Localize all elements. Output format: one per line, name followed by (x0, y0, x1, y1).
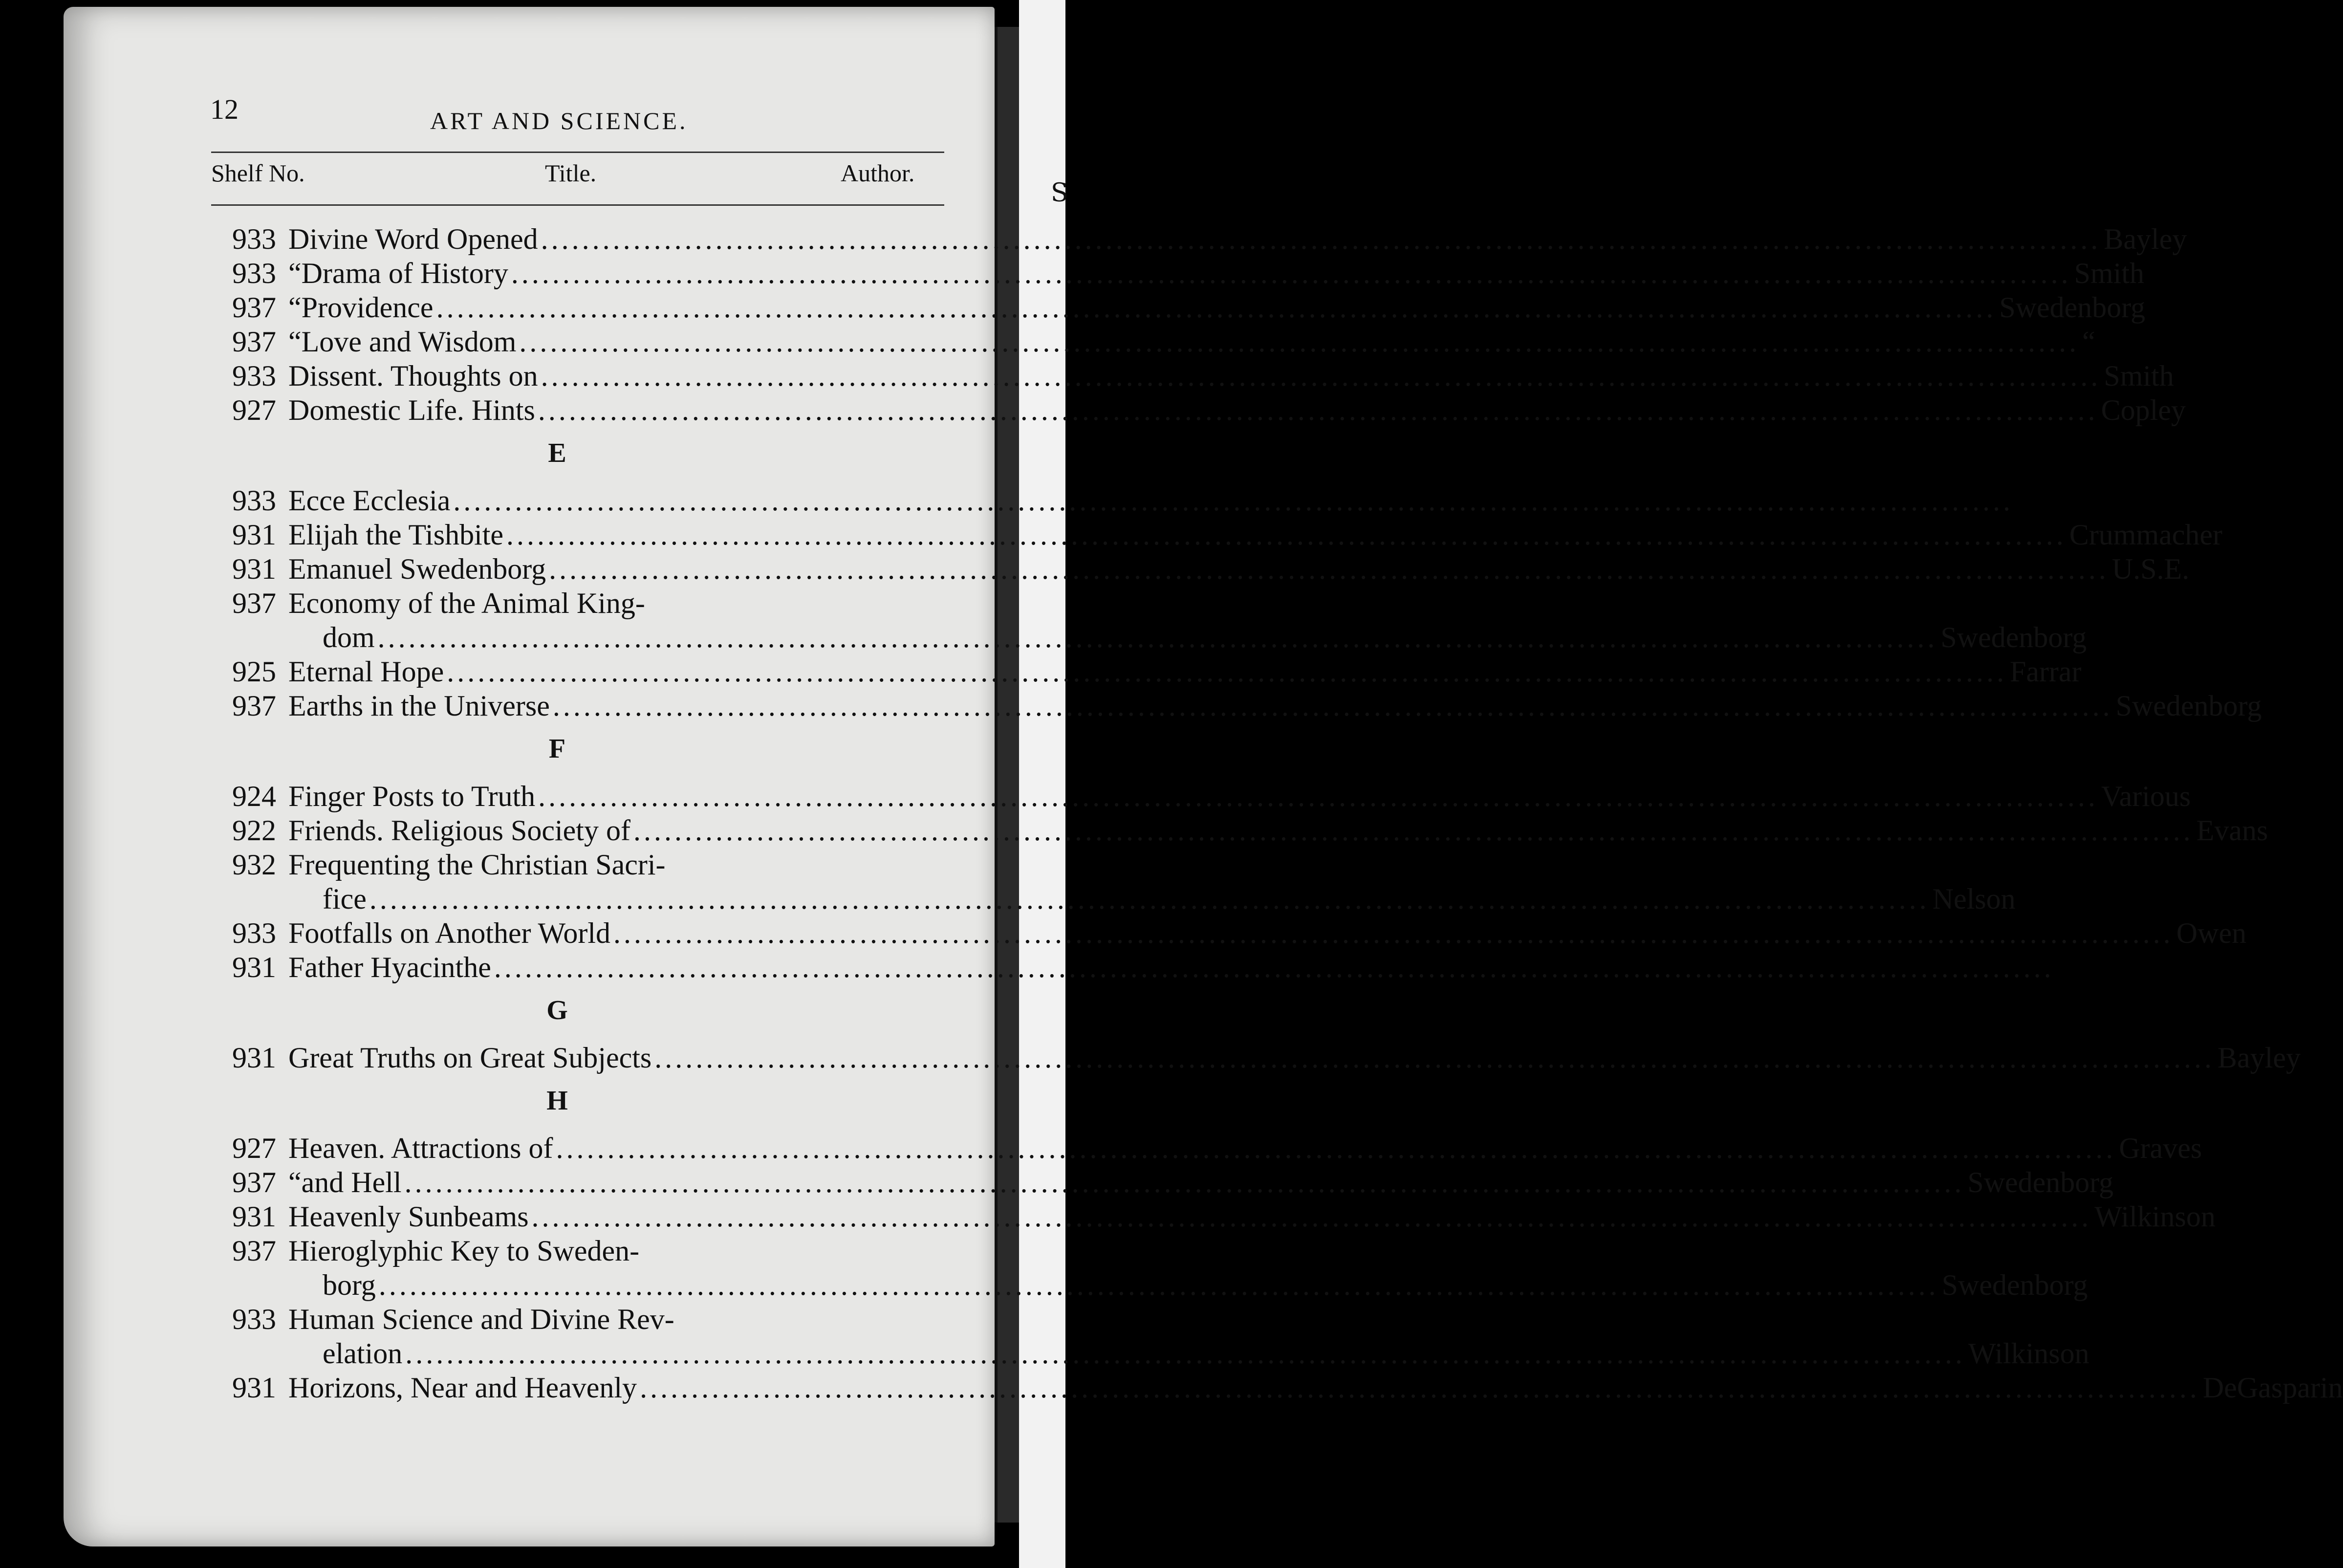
entry-author: Nelson (1932, 883, 2016, 915)
catalog-entry (195, 1234, 938, 1267)
entry-title: Heavenly Sunbeams (288, 1200, 529, 1233)
catalog-entry (195, 848, 938, 881)
entry-line (288, 552, 2190, 586)
dot-leader (453, 484, 2013, 517)
ditto-mark: “ (288, 1166, 302, 1198)
entry-title: Economy of the Animal King- (288, 587, 645, 619)
catalog-entry (195, 1303, 938, 1336)
catalog-entry (195, 1132, 2202, 1165)
catalog-entry-continuation (195, 621, 2087, 654)
dot-leader (538, 393, 2098, 427)
entry-line (288, 1041, 2301, 1074)
catalog-entry-continuation (195, 882, 2016, 915)
entry-author: Evans (2196, 814, 2268, 847)
section-letter: E (548, 438, 566, 468)
catalog-entry-continuation (195, 1337, 2089, 1370)
entry-title: Providence (301, 291, 434, 324)
shelf-number: 937 (232, 1235, 276, 1267)
shelf-number: 937 (232, 1166, 276, 1198)
entry-title: Hieroglyphic Key to Sweden- (288, 1235, 640, 1267)
dot-leader (405, 1337, 1965, 1370)
dot-leader (640, 1371, 2200, 1404)
entry-title: Eternal Hope (288, 655, 444, 688)
entry-line (288, 1303, 938, 1336)
catalog-entry (195, 359, 2174, 392)
entry-title: Divine Word Opened (288, 223, 538, 255)
dot-leader (494, 951, 2054, 984)
entry-line (288, 814, 2268, 847)
catalog-entry (195, 1371, 2343, 1404)
entry-line (288, 916, 2247, 950)
shelf-number: 931 (232, 1372, 276, 1404)
dot-leader (379, 1268, 1939, 1302)
entry-author: U.S.E. (2112, 553, 2190, 585)
facing-page-fragment: S (1051, 178, 1068, 208)
dot-leader (613, 916, 2173, 950)
shelf-number: 931 (232, 1200, 276, 1233)
shelf-number: 933 (232, 917, 276, 949)
catalog-entry (195, 587, 938, 620)
entry-author: Various (2101, 780, 2191, 812)
catalog-entry (195, 780, 2191, 813)
entry-line (288, 951, 938, 984)
entry-author: Bayley (2104, 223, 2187, 255)
entry-author: Smith (2074, 257, 2145, 289)
dot-leader (541, 222, 2101, 256)
entry-line (288, 393, 2186, 427)
entry-line (323, 1337, 2089, 1370)
entry-author: Copley (2101, 394, 2186, 426)
entry-title: Great Truths on Great Subjects (288, 1042, 652, 1074)
dot-leader (405, 1166, 1965, 1199)
entry-author: “ (2082, 326, 2096, 358)
column-header-author: Author. (841, 159, 915, 187)
shelf-number: 933 (232, 1303, 276, 1335)
dot-leader (532, 1200, 2092, 1233)
entry-author: Crummacher (2069, 519, 2223, 551)
entry-author: Swedenborg (2115, 690, 2262, 722)
entry-author: Smith (2104, 360, 2174, 392)
header-rule-bottom (211, 204, 944, 206)
entry-title-continuation: borg (323, 1269, 376, 1301)
catalog-entry (195, 951, 938, 984)
entry-line (288, 1371, 2343, 1404)
entry-title: Father Hyacinthe (288, 951, 491, 983)
catalog-entry (195, 257, 2145, 290)
entry-line (288, 257, 2145, 290)
entry-line (323, 1268, 2088, 1302)
column-header-title: Title. (545, 159, 597, 187)
catalog-entry (195, 916, 2247, 950)
entry-title: and Hell (301, 1166, 402, 1198)
section-letter: F (548, 734, 566, 764)
entry-title: Earths in the Universe (288, 690, 550, 722)
section-letter: G (546, 995, 568, 1025)
shelf-number: 924 (232, 780, 276, 812)
entry-author: Wilkinson (2094, 1200, 2216, 1233)
entry-title: Emanuel Swedenborg (288, 553, 546, 585)
entry-title: Elijah the Tishbite (288, 519, 504, 551)
catalog-entry-continuation (195, 1268, 2088, 1302)
entry-title: Ecce Ecclesia (288, 484, 451, 517)
entry-author: Swedenborg (1967, 1166, 2114, 1198)
dot-leader (511, 257, 2071, 290)
shelf-number: 922 (232, 814, 276, 847)
dot-leader (506, 518, 2066, 551)
entry-line (288, 689, 2262, 722)
entry-line (288, 359, 2174, 392)
shelf-number: 932 (232, 849, 276, 881)
dot-leader (541, 359, 2101, 392)
running-head: ART AND SCIENCE. (430, 107, 688, 134)
entry-author: Graves (2119, 1132, 2202, 1164)
entry-line (288, 780, 2191, 813)
entry-title: Human Science and Divine Rev- (288, 1303, 674, 1335)
dot-leader (633, 814, 2193, 847)
catalog-entry (195, 518, 2223, 551)
shelf-number: 933 (232, 257, 276, 289)
entry-author: Wilkinson (1968, 1337, 2089, 1370)
ditto-mark: “ (288, 257, 302, 289)
dot-leader (654, 1041, 2214, 1074)
entry-title-continuation: dom (323, 621, 375, 653)
entry-title: Drama of History (301, 257, 508, 289)
shelf-number: 933 (232, 360, 276, 392)
shelf-number: 927 (232, 394, 276, 426)
page-number: 12 (210, 93, 239, 125)
dot-leader (447, 655, 2007, 688)
entry-author: Swedenborg (1999, 291, 2146, 324)
entry-line (288, 1166, 2114, 1199)
entry-line (288, 291, 2146, 324)
dot-leader (549, 552, 2109, 586)
shelf-number: 937 (232, 326, 276, 358)
dot-leader (378, 621, 1938, 654)
entry-author: DeGasparin (2203, 1372, 2343, 1404)
shelf-number: 931 (232, 553, 276, 585)
entry-line (323, 621, 2087, 654)
catalog-entry (195, 393, 2186, 427)
dot-leader (369, 882, 1930, 915)
entry-line (288, 518, 2223, 551)
shelf-number: 931 (232, 519, 276, 551)
entry-title: Love and Wisdom (301, 326, 517, 358)
section-letter: H (546, 1086, 568, 1116)
dot-leader (556, 1132, 2116, 1165)
entry-line (288, 1234, 938, 1267)
catalog-entry (195, 222, 2187, 256)
catalog-entry (195, 484, 938, 517)
catalog-entry (195, 325, 2096, 358)
entry-author: Owen (2176, 917, 2247, 949)
catalog-entry (195, 552, 2190, 586)
shelf-number: 927 (232, 1132, 276, 1164)
shelf-number: 925 (232, 655, 276, 688)
catalog-entry (195, 814, 2268, 847)
entry-line (288, 325, 2096, 358)
ditto-mark: “ (288, 291, 302, 324)
dot-leader (553, 689, 2113, 722)
entry-title: Frequenting the Christian Sacri- (288, 849, 666, 881)
entry-line (288, 1132, 2202, 1165)
catalog-entry (195, 1200, 2216, 1233)
entry-line (288, 848, 938, 881)
entry-title: Domestic Life. Hints (288, 394, 535, 426)
dot-leader (538, 780, 2098, 813)
column-header-shelf: Shelf No. (211, 159, 305, 187)
header-rule-top (211, 152, 944, 153)
entry-author: Swedenborg (1940, 621, 2087, 653)
entry-line (288, 222, 2187, 256)
entry-line (323, 882, 2016, 915)
entry-author: Bayley (2217, 1042, 2301, 1074)
shelf-number: 931 (232, 951, 276, 983)
entry-line (288, 1200, 2216, 1233)
shelf-number: 933 (232, 223, 276, 255)
entry-author: Farrar (2010, 655, 2082, 688)
entry-author: Swedenborg (1941, 1269, 2088, 1301)
shelf-number: 937 (232, 291, 276, 324)
entry-title: Friends. Religious Society of (288, 814, 630, 847)
catalog-entry (195, 655, 2082, 688)
shelf-number: 931 (232, 1042, 276, 1074)
shelf-number: 937 (232, 690, 276, 722)
entry-title-continuation: elation (323, 1337, 403, 1370)
entry-title: Footfalls on Another World (288, 917, 611, 949)
entry-title: Finger Posts to Truth (288, 780, 536, 812)
ditto-mark: “ (288, 326, 302, 358)
shelf-number: 933 (232, 484, 276, 517)
entry-title: Horizons, Near and Heavenly (288, 1372, 637, 1404)
catalog-entry (195, 291, 2146, 324)
entry-title: Heaven. Attractions of (288, 1132, 553, 1164)
entry-line (288, 655, 2082, 688)
dot-leader (519, 325, 2079, 358)
dot-leader (436, 291, 1996, 324)
entry-title-continuation: fice (323, 883, 367, 915)
entry-line (288, 484, 938, 517)
catalog-entry (195, 689, 2262, 722)
entry-title: Dissent. Thoughts on (288, 360, 538, 392)
entry-line (288, 587, 938, 620)
catalog-entry (195, 1041, 2301, 1074)
shelf-number: 937 (232, 587, 276, 619)
catalog-entry (195, 1166, 2114, 1199)
